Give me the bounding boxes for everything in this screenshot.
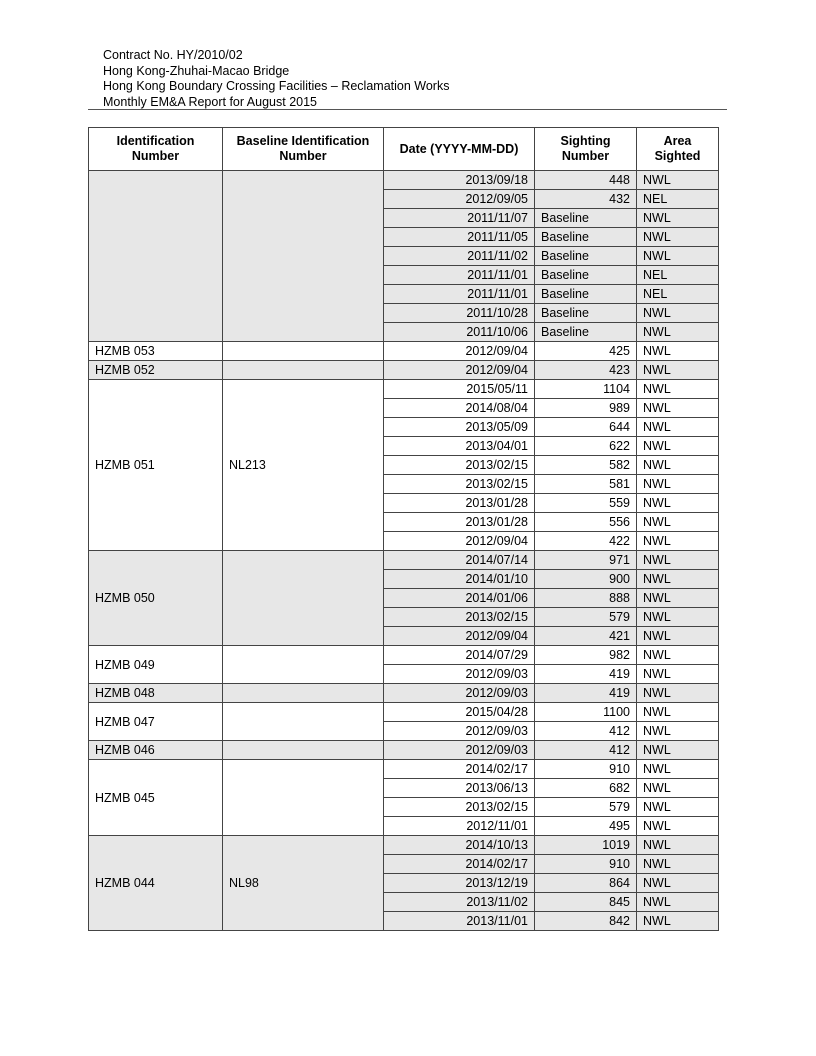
date-cell: 2011/11/07: [384, 209, 535, 228]
area-cell: NWL: [637, 399, 719, 418]
column-header-sighting: Sighting Number: [535, 128, 637, 171]
column-header-identification: Identification Number: [89, 128, 223, 171]
sighting-cell: 982: [535, 646, 637, 665]
date-cell: 2012/09/03: [384, 722, 535, 741]
date-cell: 2012/11/01: [384, 817, 535, 836]
baseline-cell: NL213: [223, 380, 384, 551]
table-row: [89, 760, 719, 779]
date-cell: 2013/11/02: [384, 893, 535, 912]
date-cell: 2013/06/13: [384, 779, 535, 798]
area-cell: NWL: [637, 874, 719, 893]
facility-name: Hong Kong Boundary Crossing Facilities – Reclamation Works: [103, 79, 450, 93]
identification-cell: HZMB 053: [89, 342, 223, 361]
area-cell: NWL: [637, 798, 719, 817]
sighting-cell: 971: [535, 551, 637, 570]
column-header-area: Area Sighted: [637, 128, 719, 171]
sighting-cell: Baseline: [535, 285, 637, 304]
sighting-cell: 419: [535, 684, 637, 703]
contract-number: Contract No. HY/2010/02: [103, 48, 243, 62]
baseline-cell: [223, 342, 384, 361]
sighting-cell: 421: [535, 627, 637, 646]
date-cell: 2013/02/15: [384, 798, 535, 817]
sighting-cell: 448: [535, 171, 637, 190]
sighting-cell: Baseline: [535, 209, 637, 228]
table-body: [89, 171, 719, 931]
identification-cell: HZMB 046: [89, 741, 223, 760]
baseline-cell: [223, 646, 384, 684]
area-cell: NEL: [637, 266, 719, 285]
area-cell: NWL: [637, 912, 719, 931]
sighting-cell: 581: [535, 475, 637, 494]
table-row: [89, 380, 719, 399]
sighting-cell: 579: [535, 798, 637, 817]
sighting-cell: Baseline: [535, 304, 637, 323]
area-cell: NWL: [637, 570, 719, 589]
date-cell: 2012/09/03: [384, 741, 535, 760]
date-cell: 2012/09/03: [384, 684, 535, 703]
date-cell: 2012/09/04: [384, 627, 535, 646]
sighting-cell: 1019: [535, 836, 637, 855]
area-cell: NWL: [637, 247, 719, 266]
area-cell: NWL: [637, 665, 719, 684]
date-cell: 2015/04/28: [384, 703, 535, 722]
identification-cell: HZMB 045: [89, 760, 223, 836]
baseline-cell: [223, 703, 384, 741]
baseline-cell: [223, 760, 384, 836]
area-cell: NWL: [637, 171, 719, 190]
sighting-cell: 412: [535, 741, 637, 760]
table-row: [89, 703, 719, 722]
area-cell: NWL: [637, 760, 719, 779]
date-cell: 2012/09/05: [384, 190, 535, 209]
area-cell: NWL: [637, 817, 719, 836]
identification-cell: [89, 171, 223, 342]
table-row: [89, 342, 719, 361]
date-cell: 2014/01/10: [384, 570, 535, 589]
sighting-cell: Baseline: [535, 323, 637, 342]
sighting-cell: Baseline: [535, 228, 637, 247]
area-cell: NWL: [637, 304, 719, 323]
sighting-cell: 989: [535, 399, 637, 418]
sighting-cell: 622: [535, 437, 637, 456]
date-cell: 2011/10/28: [384, 304, 535, 323]
sighting-cell: 900: [535, 570, 637, 589]
sighting-cell: 495: [535, 817, 637, 836]
area-cell: NWL: [637, 361, 719, 380]
date-cell: 2013/01/28: [384, 513, 535, 532]
baseline-cell: [223, 684, 384, 703]
area-cell: NWL: [637, 437, 719, 456]
date-cell: 2013/11/01: [384, 912, 535, 931]
identification-cell: HZMB 049: [89, 646, 223, 684]
sighting-table: [88, 127, 719, 931]
sighting-cell: 842: [535, 912, 637, 931]
sighting-cell: 644: [535, 418, 637, 437]
date-cell: 2011/10/06: [384, 323, 535, 342]
area-cell: NWL: [637, 475, 719, 494]
date-cell: 2012/09/04: [384, 532, 535, 551]
sighting-cell: 579: [535, 608, 637, 627]
area-cell: NWL: [637, 646, 719, 665]
date-cell: 2011/11/01: [384, 285, 535, 304]
date-cell: 2013/02/15: [384, 456, 535, 475]
column-header-baseline: Baseline Identification Number: [223, 128, 384, 171]
area-cell: NWL: [637, 380, 719, 399]
date-cell: 2014/07/29: [384, 646, 535, 665]
area-cell: NWL: [637, 855, 719, 874]
sighting-cell: 423: [535, 361, 637, 380]
sighting-cell: 1100: [535, 703, 637, 722]
area-cell: NWL: [637, 589, 719, 608]
sighting-cell: 910: [535, 855, 637, 874]
date-cell: 2012/09/03: [384, 665, 535, 684]
sighting-cell: 559: [535, 494, 637, 513]
area-cell: NWL: [637, 456, 719, 475]
table-row: [89, 646, 719, 665]
date-cell: 2014/07/14: [384, 551, 535, 570]
date-cell: 2013/12/19: [384, 874, 535, 893]
document-header: [103, 48, 449, 110]
date-cell: 2014/08/04: [384, 399, 535, 418]
sighting-cell: 682: [535, 779, 637, 798]
area-cell: NEL: [637, 285, 719, 304]
identification-cell: HZMB 047: [89, 703, 223, 741]
date-cell: 2013/04/01: [384, 437, 535, 456]
report-title: Monthly EM&A Report for August 2015: [103, 94, 318, 109]
date-cell: 2011/11/01: [384, 266, 535, 285]
date-cell: 2014/02/17: [384, 855, 535, 874]
area-cell: NWL: [637, 608, 719, 627]
table-row: [89, 684, 719, 703]
header-divider: [88, 109, 727, 110]
area-cell: NWL: [637, 228, 719, 247]
date-cell: 2013/01/28: [384, 494, 535, 513]
table-row: [89, 741, 719, 760]
table-row: [89, 551, 719, 570]
identification-cell: HZMB 044: [89, 836, 223, 931]
area-cell: NWL: [637, 494, 719, 513]
sighting-cell: 425: [535, 342, 637, 361]
area-cell: NWL: [637, 513, 719, 532]
area-cell: NWL: [637, 703, 719, 722]
baseline-cell: [223, 361, 384, 380]
area-cell: NWL: [637, 532, 719, 551]
baseline-cell: [223, 551, 384, 646]
date-cell: 2011/11/05: [384, 228, 535, 247]
table-row: [89, 361, 719, 380]
sighting-cell: 422: [535, 532, 637, 551]
sighting-cell: 864: [535, 874, 637, 893]
date-cell: 2013/05/09: [384, 418, 535, 437]
area-cell: NWL: [637, 551, 719, 570]
sighting-cell: 432: [535, 190, 637, 209]
area-cell: NWL: [637, 684, 719, 703]
identification-cell: HZMB 050: [89, 551, 223, 646]
sighting-cell: 419: [535, 665, 637, 684]
date-cell: 2013/02/15: [384, 475, 535, 494]
area-cell: NEL: [637, 190, 719, 209]
area-cell: NWL: [637, 779, 719, 798]
area-cell: NWL: [637, 893, 719, 912]
date-cell: 2013/09/18: [384, 171, 535, 190]
area-cell: NWL: [637, 323, 719, 342]
baseline-cell: [223, 741, 384, 760]
sighting-cell: Baseline: [535, 266, 637, 285]
identification-cell: HZMB 048: [89, 684, 223, 703]
area-cell: NWL: [637, 342, 719, 361]
baseline-cell: NL98: [223, 836, 384, 931]
project-name: Hong Kong-Zhuhai-Macao Bridge: [103, 63, 290, 78]
sighting-cell: 556: [535, 513, 637, 532]
table-row: [89, 836, 719, 855]
date-cell: 2011/11/02: [384, 247, 535, 266]
date-cell: 2015/05/11: [384, 380, 535, 399]
sighting-cell: 1104: [535, 380, 637, 399]
sighting-cell: 910: [535, 760, 637, 779]
date-cell: 2014/02/17: [384, 760, 535, 779]
area-cell: NWL: [637, 741, 719, 760]
area-cell: NWL: [637, 209, 719, 228]
area-cell: NWL: [637, 418, 719, 437]
baseline-cell: [223, 171, 384, 342]
identification-cell: HZMB 051: [89, 380, 223, 551]
column-header-date: Date (YYYY-MM-DD): [384, 128, 535, 171]
sighting-cell: 412: [535, 722, 637, 741]
area-cell: NWL: [637, 722, 719, 741]
date-cell: 2013/02/15: [384, 608, 535, 627]
sighting-cell: 845: [535, 893, 637, 912]
date-cell: 2014/01/06: [384, 589, 535, 608]
date-cell: 2012/09/04: [384, 361, 535, 380]
date-cell: 2014/10/13: [384, 836, 535, 855]
sighting-cell: Baseline: [535, 247, 637, 266]
table-header-row: [89, 128, 719, 171]
sighting-cell: 582: [535, 456, 637, 475]
table-row: [89, 171, 719, 190]
date-cell: 2012/09/04: [384, 342, 535, 361]
identification-cell: HZMB 052: [89, 361, 223, 380]
area-cell: NWL: [637, 836, 719, 855]
area-cell: NWL: [637, 627, 719, 646]
sighting-cell: 888: [535, 589, 637, 608]
